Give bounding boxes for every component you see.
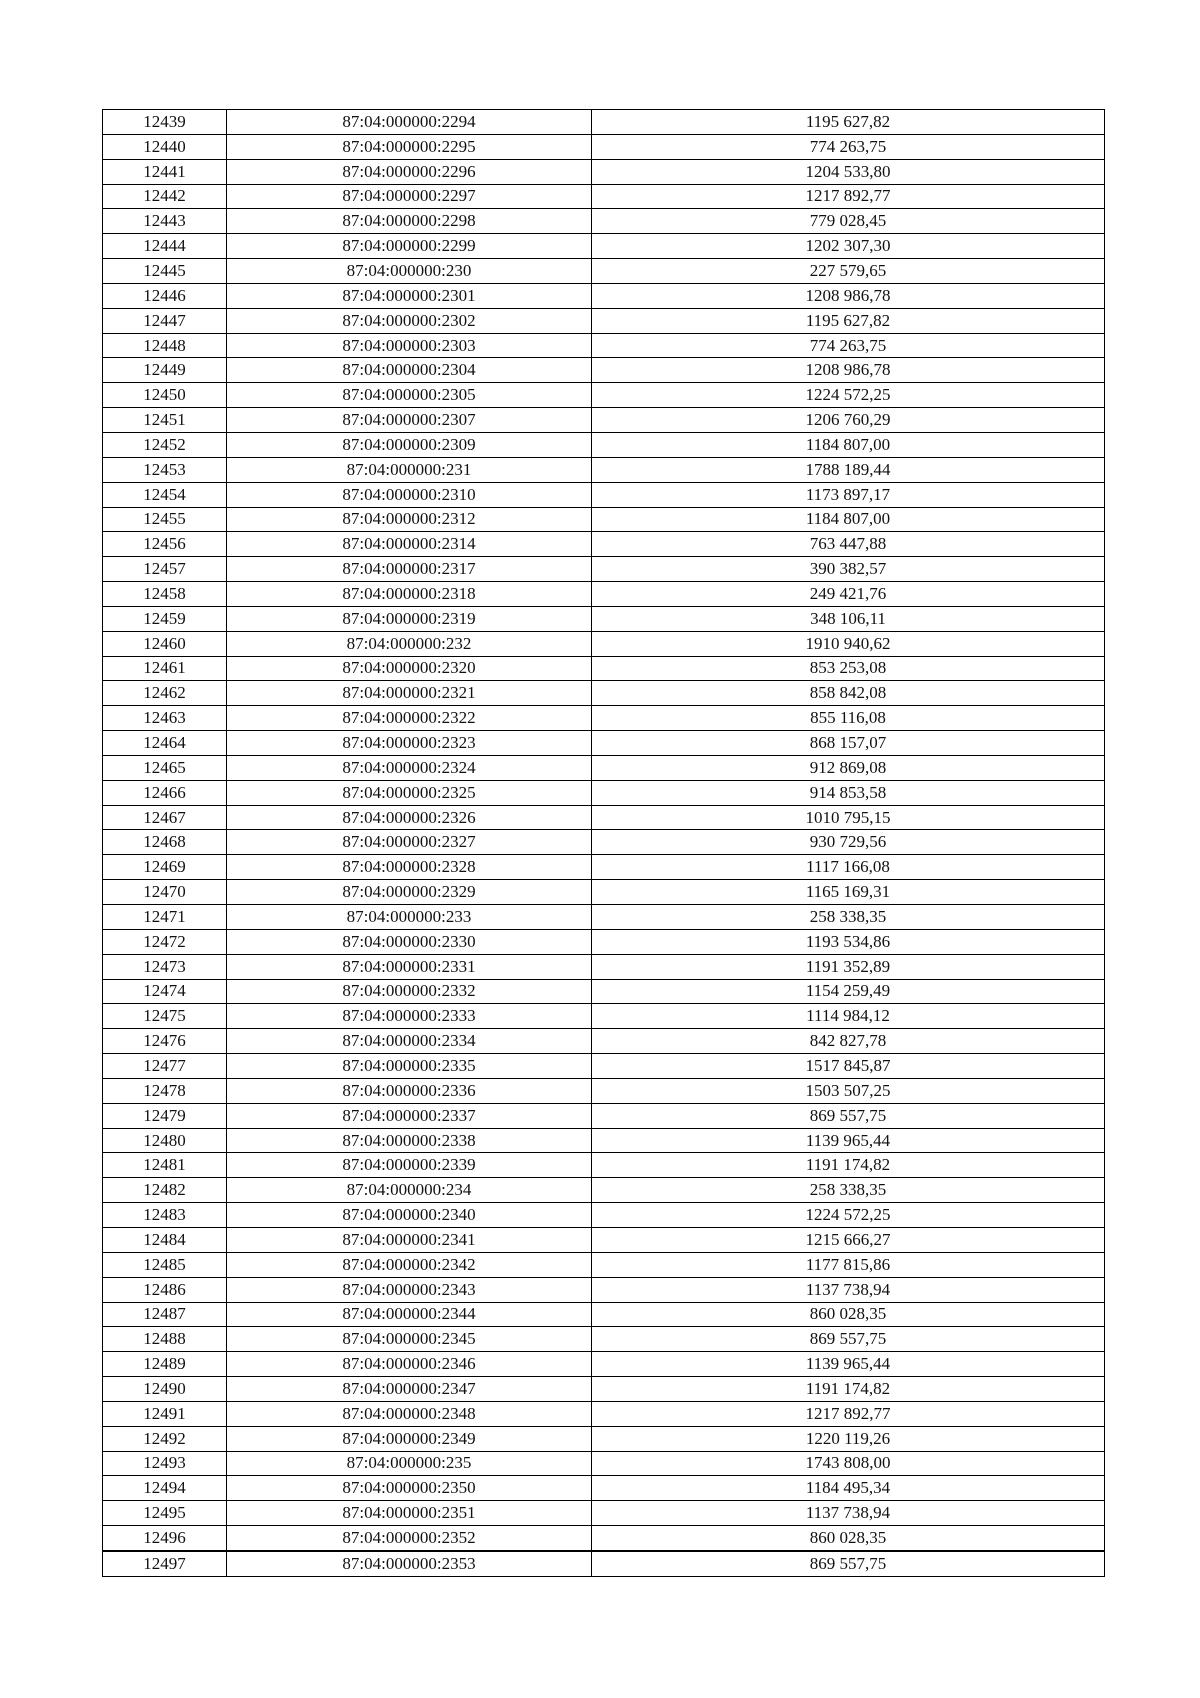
table-row (103, 606, 1105, 631)
cadastral-number-cell: 87:04:000000:2340 (227, 1203, 592, 1228)
table-row (103, 780, 1105, 805)
table-row (103, 1501, 1105, 1526)
cadastral-value-cell: 1204 533,80 (592, 159, 1105, 184)
row-number-cell: 12493 (103, 1451, 227, 1476)
row-number-cell: 12451 (103, 408, 227, 433)
cadastral-number-cell: 87:04:000000:2321 (227, 681, 592, 706)
cadastral-value-cell: 1184 495,34 (592, 1476, 1105, 1501)
row-number-cell: 12478 (103, 1078, 227, 1103)
table-row (103, 830, 1105, 855)
row-number-cell: 12472 (103, 929, 227, 954)
table-row (103, 631, 1105, 656)
row-number-cell: 12477 (103, 1054, 227, 1079)
cadastral-number-cell: 87:04:000000:2295 (227, 134, 592, 159)
cadastral-value-cell: 1191 174,82 (592, 1153, 1105, 1178)
table-row (103, 706, 1105, 731)
table-row (103, 1004, 1105, 1029)
table-row (103, 234, 1105, 259)
row-number-cell: 12471 (103, 905, 227, 930)
cadastral-number-cell: 87:04:000000:235 (227, 1451, 592, 1476)
row-number-cell: 12454 (103, 482, 227, 507)
table-row (103, 656, 1105, 681)
table-row (103, 1451, 1105, 1476)
cadastral-number-cell: 87:04:000000:2336 (227, 1078, 592, 1103)
table-row (103, 1327, 1105, 1352)
cadastral-number-cell: 87:04:000000:2317 (227, 557, 592, 582)
cadastral-value-cell: 1193 534,86 (592, 929, 1105, 954)
table-row (103, 432, 1105, 457)
row-number-cell: 12495 (103, 1501, 227, 1526)
table-row (103, 1551, 1105, 1576)
row-number-cell: 12469 (103, 855, 227, 880)
cadastral-number-cell: 87:04:000000:2333 (227, 1004, 592, 1029)
cadastral-number-cell: 87:04:000000:2328 (227, 855, 592, 880)
row-number-cell: 12486 (103, 1277, 227, 1302)
cadastral-number-cell: 87:04:000000:2309 (227, 432, 592, 457)
table-row (103, 1153, 1105, 1178)
row-number-cell: 12480 (103, 1128, 227, 1153)
row-number-cell: 12468 (103, 830, 227, 855)
cadastral-number-cell: 87:04:000000:2350 (227, 1476, 592, 1501)
row-number-cell: 12490 (103, 1377, 227, 1402)
cadastral-value-cell: 1177 815,86 (592, 1252, 1105, 1277)
cadastral-number-cell: 87:04:000000:2349 (227, 1426, 592, 1451)
table-row (103, 1178, 1105, 1203)
cadastral-number-cell: 87:04:000000:232 (227, 631, 592, 656)
row-number-cell: 12460 (103, 631, 227, 656)
cadastral-value-cell: 774 263,75 (592, 134, 1105, 159)
table-row (103, 1227, 1105, 1252)
row-number-cell: 12475 (103, 1004, 227, 1029)
cadastral-number-cell: 87:04:000000:2327 (227, 830, 592, 855)
table-row (103, 209, 1105, 234)
cadastral-number-cell: 87:04:000000:2352 (227, 1526, 592, 1551)
cadastral-value-cell: 1191 174,82 (592, 1377, 1105, 1402)
cadastral-number-cell: 87:04:000000:2330 (227, 929, 592, 954)
row-number-cell: 12492 (103, 1426, 227, 1451)
cadastral-value-cell: 258 338,35 (592, 905, 1105, 930)
row-number-cell: 12442 (103, 184, 227, 209)
table-row (103, 905, 1105, 930)
cadastral-value-cell: 1191 352,89 (592, 954, 1105, 979)
table-row (103, 1029, 1105, 1054)
table-row (103, 184, 1105, 209)
table-row (103, 1128, 1105, 1153)
cadastral-number-cell: 87:04:000000:2301 (227, 283, 592, 308)
row-number-cell: 12456 (103, 532, 227, 557)
table-row (103, 1401, 1105, 1426)
cadastral-value-cell: 1165 169,31 (592, 880, 1105, 905)
row-number-cell: 12487 (103, 1302, 227, 1327)
cadastral-number-cell: 87:04:000000:2302 (227, 308, 592, 333)
row-number-cell: 12465 (103, 755, 227, 780)
cadastral-number-cell: 87:04:000000:2346 (227, 1352, 592, 1377)
row-number-cell: 12441 (103, 159, 227, 184)
cadastral-number-cell: 87:04:000000:2325 (227, 780, 592, 805)
cadastral-number-cell: 87:04:000000:2297 (227, 184, 592, 209)
cadastral-number-cell: 87:04:000000:2319 (227, 606, 592, 631)
cadastral-value-cell: 763 447,88 (592, 532, 1105, 557)
cadastral-number-cell: 87:04:000000:234 (227, 1178, 592, 1203)
cadastral-number-cell: 87:04:000000:2338 (227, 1128, 592, 1153)
table-row (103, 1054, 1105, 1079)
cadastral-number-cell: 87:04:000000:2324 (227, 755, 592, 780)
table-row (103, 358, 1105, 383)
cadastral-number-cell: 87:04:000000:2303 (227, 333, 592, 358)
row-number-cell: 12488 (103, 1327, 227, 1352)
cadastral-value-cell: 930 729,56 (592, 830, 1105, 855)
cadastral-value-cell: 1503 507,25 (592, 1078, 1105, 1103)
cadastral-number-cell: 87:04:000000:2347 (227, 1377, 592, 1402)
row-number-cell: 12445 (103, 259, 227, 284)
table-row (103, 1302, 1105, 1327)
cadastral-value-cell: 1208 986,78 (592, 283, 1105, 308)
cadastral-value-cell: 779 028,45 (592, 209, 1105, 234)
row-number-cell: 12476 (103, 1029, 227, 1054)
cadastral-value-cell: 1137 738,94 (592, 1501, 1105, 1526)
row-number-cell: 12459 (103, 606, 227, 631)
cadastral-number-cell: 87:04:000000:2310 (227, 482, 592, 507)
row-number-cell: 12479 (103, 1103, 227, 1128)
cadastral-value-cell: 1010 795,15 (592, 805, 1105, 830)
cadastral-value-cell: 1184 807,00 (592, 507, 1105, 532)
table-row (103, 1426, 1105, 1451)
cadastral-value-cell: 1910 940,62 (592, 631, 1105, 656)
table-row (103, 979, 1105, 1004)
table-row (103, 333, 1105, 358)
table-row (103, 383, 1105, 408)
cadastral-value-cell: 249 421,76 (592, 582, 1105, 607)
table-row (103, 159, 1105, 184)
row-number-cell: 12481 (103, 1153, 227, 1178)
cadastral-number-cell: 87:04:000000:2335 (227, 1054, 592, 1079)
cadastral-number-cell: 87:04:000000:2345 (227, 1327, 592, 1352)
row-number-cell: 12463 (103, 706, 227, 731)
cadastral-number-cell: 87:04:000000:2307 (227, 408, 592, 433)
row-number-cell: 12455 (103, 507, 227, 532)
cadastral-value-cell: 1517 845,87 (592, 1054, 1105, 1079)
cadastral-value-cell: 1195 627,82 (592, 110, 1105, 135)
cadastral-value-cell: 914 853,58 (592, 780, 1105, 805)
row-number-cell: 12448 (103, 333, 227, 358)
table-row (103, 1277, 1105, 1302)
row-number-cell: 12462 (103, 681, 227, 706)
cadastral-number-cell: 87:04:000000:2318 (227, 582, 592, 607)
row-number-cell: 12461 (103, 656, 227, 681)
table-row (103, 1103, 1105, 1128)
table-row (103, 805, 1105, 830)
table-row (103, 1078, 1105, 1103)
cadastral-number-cell: 87:04:000000:2314 (227, 532, 592, 557)
cadastral-number-cell: 87:04:000000:2323 (227, 731, 592, 756)
row-number-cell: 12483 (103, 1203, 227, 1228)
cadastral-value-cell: 1217 892,77 (592, 184, 1105, 209)
cadastral-number-cell: 87:04:000000:2312 (227, 507, 592, 532)
row-number-cell: 12443 (103, 209, 227, 234)
cadastral-value-cell: 1114 984,12 (592, 1004, 1105, 1029)
cadastral-number-cell: 87:04:000000:2343 (227, 1277, 592, 1302)
cadastral-value-cell: 1217 892,77 (592, 1401, 1105, 1426)
table-row (103, 1476, 1105, 1501)
cadastral-value-cell: 1224 572,25 (592, 1203, 1105, 1228)
cadastral-number-cell: 87:04:000000:2334 (227, 1029, 592, 1054)
cadastral-number-cell: 87:04:000000:2326 (227, 805, 592, 830)
cadastral-value-cell: 842 827,78 (592, 1029, 1105, 1054)
row-number-cell: 12458 (103, 582, 227, 607)
cadastral-value-cell: 227 579,65 (592, 259, 1105, 284)
cadastral-value-cell: 1202 307,30 (592, 234, 1105, 259)
cadastral-value-cell: 1208 986,78 (592, 358, 1105, 383)
cadastral-value-cell: 258 338,35 (592, 1178, 1105, 1203)
cadastral-number-cell: 87:04:000000:231 (227, 457, 592, 482)
cadastral-number-cell: 87:04:000000:2332 (227, 979, 592, 1004)
table-row (103, 1352, 1105, 1377)
row-number-cell: 12450 (103, 383, 227, 408)
row-number-cell: 12470 (103, 880, 227, 905)
table-row (103, 134, 1105, 159)
cadastral-number-cell: 87:04:000000:233 (227, 905, 592, 930)
cadastral-value-cell: 1139 965,44 (592, 1352, 1105, 1377)
cadastral-value-cell: 868 157,07 (592, 731, 1105, 756)
row-number-cell: 12464 (103, 731, 227, 756)
cadastral-value-cell: 912 869,08 (592, 755, 1105, 780)
cadastral-value-cell: 1220 119,26 (592, 1426, 1105, 1451)
cadastral-value-cell: 1173 897,17 (592, 482, 1105, 507)
cadastral-number-cell: 87:04:000000:2298 (227, 209, 592, 234)
table-row (103, 929, 1105, 954)
cadastral-number-cell: 87:04:000000:2351 (227, 1501, 592, 1526)
row-number-cell: 12482 (103, 1178, 227, 1203)
row-number-cell: 12473 (103, 954, 227, 979)
cadastral-number-cell: 87:04:000000:2304 (227, 358, 592, 383)
table-row (103, 1252, 1105, 1277)
cadastral-value-cell: 1195 627,82 (592, 308, 1105, 333)
cadastral-number-cell: 87:04:000000:2331 (227, 954, 592, 979)
row-number-cell: 12457 (103, 557, 227, 582)
cadastral-value-cell: 869 557,75 (592, 1327, 1105, 1352)
row-number-cell: 12439 (103, 110, 227, 135)
row-number-cell: 12491 (103, 1401, 227, 1426)
cadastral-value-cell: 348 106,11 (592, 606, 1105, 631)
cadastral-number-cell: 87:04:000000:2299 (227, 234, 592, 259)
cadastral-number-cell: 87:04:000000:2341 (227, 1227, 592, 1252)
cadastral-value-cell: 1117 166,08 (592, 855, 1105, 880)
table-row (103, 283, 1105, 308)
row-number-cell: 12496 (103, 1526, 227, 1551)
row-number-cell: 12494 (103, 1476, 227, 1501)
cadastral-value-cell: 390 382,57 (592, 557, 1105, 582)
cadastral-number-cell: 87:04:000000:2337 (227, 1103, 592, 1128)
cadastral-number-cell: 87:04:000000:2329 (227, 880, 592, 905)
table-row (103, 259, 1105, 284)
cadastral-number-cell: 87:04:000000:2294 (227, 110, 592, 135)
row-number-cell: 12452 (103, 432, 227, 457)
table-row (103, 855, 1105, 880)
row-number-cell: 12484 (103, 1227, 227, 1252)
row-number-cell: 12467 (103, 805, 227, 830)
cadastral-number-cell: 87:04:000000:2320 (227, 656, 592, 681)
table-row (103, 457, 1105, 482)
cadastral-value-cell: 774 263,75 (592, 333, 1105, 358)
cadastral-value-cell: 855 116,08 (592, 706, 1105, 731)
cadastral-number-cell: 87:04:000000:230 (227, 259, 592, 284)
cadastral-number-cell: 87:04:000000:2339 (227, 1153, 592, 1178)
row-number-cell: 12466 (103, 780, 227, 805)
cadastral-value-cell: 853 253,08 (592, 656, 1105, 681)
row-number-cell: 12444 (103, 234, 227, 259)
cadastral-value-cell: 860 028,35 (592, 1526, 1105, 1551)
table-row (103, 110, 1105, 135)
table-row (103, 507, 1105, 532)
cadastral-value-cell: 869 557,75 (592, 1103, 1105, 1128)
cadastral-number-cell: 87:04:000000:2344 (227, 1302, 592, 1327)
table-row (103, 408, 1105, 433)
table-row (103, 731, 1105, 756)
cadastral-value-cell: 1206 760,29 (592, 408, 1105, 433)
cadastral-value-cell: 1139 965,44 (592, 1128, 1105, 1153)
cadastral-value-cell: 1154 259,49 (592, 979, 1105, 1004)
table-row (103, 1203, 1105, 1228)
row-number-cell: 12453 (103, 457, 227, 482)
table-row (103, 755, 1105, 780)
cadastral-number-cell: 87:04:000000:2342 (227, 1252, 592, 1277)
table-row (103, 1377, 1105, 1402)
cadastral-number-cell: 87:04:000000:2348 (227, 1401, 592, 1426)
cadastral-value-cell: 1137 738,94 (592, 1277, 1105, 1302)
table-row (103, 482, 1105, 507)
cadastral-value-cell: 869 557,75 (592, 1551, 1105, 1576)
table-row (103, 582, 1105, 607)
cadastral-number-cell: 87:04:000000:2305 (227, 383, 592, 408)
cadastral-value-cell: 1184 807,00 (592, 432, 1105, 457)
table-row (103, 954, 1105, 979)
table-row (103, 681, 1105, 706)
table-row (103, 557, 1105, 582)
row-number-cell: 12449 (103, 358, 227, 383)
table-row (103, 880, 1105, 905)
table-row (103, 1526, 1105, 1551)
row-number-cell: 12485 (103, 1252, 227, 1277)
table-row (103, 308, 1105, 333)
table-body (103, 110, 1105, 1577)
cadastral-number-cell: 87:04:000000:2353 (227, 1551, 592, 1576)
cadastral-value-cell: 858 842,08 (592, 681, 1105, 706)
row-number-cell: 12447 (103, 308, 227, 333)
row-number-cell: 12446 (103, 283, 227, 308)
cadastral-value-cell: 1224 572,25 (592, 383, 1105, 408)
cadastral-value-cell: 860 028,35 (592, 1302, 1105, 1327)
cadastral-value-cell: 1743 808,00 (592, 1451, 1105, 1476)
row-number-cell: 12474 (103, 979, 227, 1004)
cadastral-number-cell: 87:04:000000:2296 (227, 159, 592, 184)
row-number-cell: 12489 (103, 1352, 227, 1377)
cadastral-value-table (102, 109, 1105, 1577)
row-number-cell: 12440 (103, 134, 227, 159)
cadastral-value-cell: 1788 189,44 (592, 457, 1105, 482)
table-row (103, 532, 1105, 557)
row-number-cell: 12497 (103, 1551, 227, 1576)
cadastral-number-cell: 87:04:000000:2322 (227, 706, 592, 731)
cadastral-value-cell: 1215 666,27 (592, 1227, 1105, 1252)
